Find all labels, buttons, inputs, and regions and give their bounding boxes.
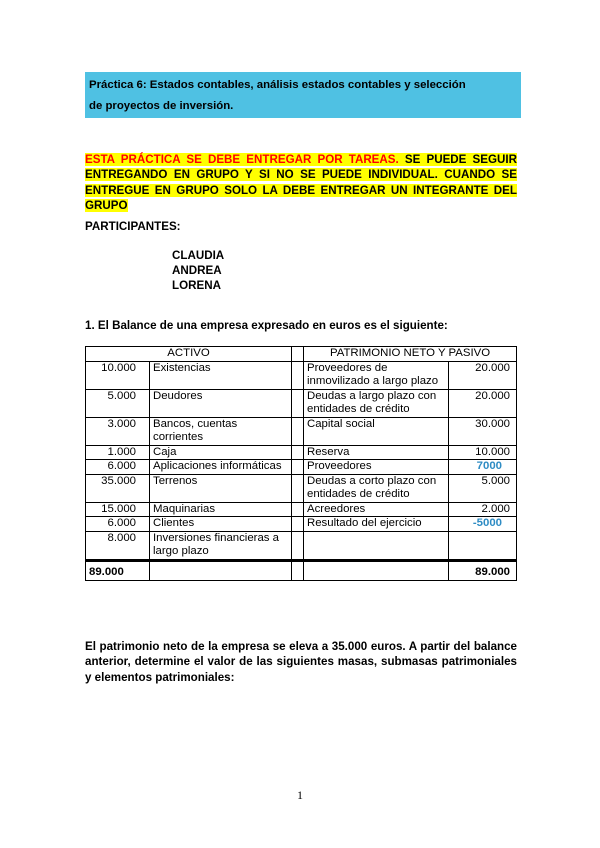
activo-label: Clientes [150, 517, 292, 532]
activo-value: 1.000 [86, 445, 150, 460]
pasivo-value: 2.000 [449, 502, 517, 517]
gap-cell [292, 517, 304, 532]
pasivo-label: Resultado del ejercicio [304, 517, 449, 532]
table-row [86, 460, 517, 475]
table-row [86, 474, 517, 502]
gap-cell [292, 474, 304, 502]
activo-label: Bancos, cuentas corrientes [150, 417, 292, 445]
table-row [86, 531, 517, 560]
table-row [86, 502, 517, 517]
balance-total-row [86, 560, 517, 580]
pasivo-value [449, 517, 517, 532]
participant-name: LORENA [172, 278, 221, 292]
activo-value: 3.000 [86, 417, 150, 445]
proveedores-value-highlight: 7000 [476, 460, 503, 472]
gap-cell [292, 560, 304, 580]
pasivo-value: 5.000 [449, 474, 517, 502]
activo-label: Maquinarias [150, 502, 292, 517]
participants-label: PARTICIPANTES: [85, 220, 181, 233]
activo-value: 10.000 [86, 361, 150, 389]
table-row [86, 445, 517, 460]
table-row [86, 417, 517, 445]
total-activo: 89.000 [86, 560, 150, 580]
balance-header-row [86, 347, 517, 362]
activo-label: Terrenos [150, 474, 292, 502]
pasivo-header: PATRIMONIO NETO Y PASIVO [304, 347, 517, 362]
pasivo-label: Reserva [304, 445, 449, 460]
pasivo-label: Deudas a largo plazo con entidades de crédito [304, 389, 449, 417]
activo-label: Inversiones financieras a largo plazo [150, 531, 292, 560]
activo-label: Aplicaciones informáticas [150, 460, 292, 475]
activo-value: 5.000 [86, 389, 150, 417]
gap-cell [292, 389, 304, 417]
gap-cell [292, 347, 304, 362]
empty-cell [150, 560, 292, 580]
pasivo-value: 30.000 [449, 417, 517, 445]
gap-cell [292, 417, 304, 445]
participants-list [172, 249, 224, 293]
pasivo-value [449, 531, 517, 560]
activo-label: Existencias [150, 361, 292, 389]
balance-table [85, 346, 517, 581]
practice-title-box [85, 72, 521, 118]
table-row [86, 361, 517, 389]
empty-cell [304, 560, 449, 580]
activo-label: Caja [150, 445, 292, 460]
question-1: 1. El Balance de una empresa expresado en euros es el siguiente: [85, 319, 448, 332]
gap-cell [292, 531, 304, 560]
pasivo-value: 20.000 [449, 361, 517, 389]
notice-text: SE PUEDE SEGUIR ENTREGANDO EN GRUPO Y SI NO SE PUEDE INDIVIDUAL. CUANDO SE ENTREGUE EN GRUPO SOLO LA DEBE ENTREGAR UN INTEGRANTE DEL GRUPO [85, 153, 517, 212]
total-pasivo: 89.000 [449, 560, 517, 580]
activo-label: Deudores [150, 389, 292, 417]
gap-cell [292, 361, 304, 389]
activo-value: 35.000 [86, 474, 150, 502]
table-row [86, 517, 517, 532]
pasivo-value: 10.000 [449, 445, 517, 460]
gap-cell [292, 502, 304, 517]
practice-title-line2: de proyectos de inversión. [89, 100, 234, 112]
participant-name: CLAUDIA [172, 249, 225, 262]
page-number: 1 [297, 788, 303, 802]
pasivo-label: Deudas a corto plazo con entidades de crédito [304, 474, 449, 502]
instructions-paragraph: El patrimonio neto de la empresa se eleva a 35.000 euros. A partir del balance anterior, determine el valor de las siguientes masas, submasas patrimoniales y elementos patrimoniales: [85, 640, 517, 684]
activo-value: 6.000 [86, 460, 150, 475]
table-row [86, 389, 517, 417]
gap-cell [292, 460, 304, 475]
activo-value: 6.000 [86, 517, 150, 532]
pasivo-value: 20.000 [449, 389, 517, 417]
pasivo-label: Acreedores [304, 502, 449, 517]
delivery-notice [85, 152, 517, 213]
practice-title-line1: Práctica 6: Estados contables, análisis estados contables y selección [89, 79, 466, 91]
pasivo-label: Capital social [304, 417, 449, 445]
pasivo-label: Proveedores de inmovilizado a largo plazo [304, 361, 449, 389]
notice-red-text: ESTA PRÁCTICA SE DEBE ENTREGAR POR TAREAS. [85, 153, 399, 166]
activo-header: ACTIVO [86, 347, 292, 362]
activo-value: 8.000 [86, 531, 150, 560]
participant-name: ANDREA [172, 263, 222, 277]
pasivo-label [304, 531, 449, 560]
gap-cell [292, 445, 304, 460]
pasivo-value [449, 460, 517, 475]
resultado-value-highlight: -5000 [472, 517, 503, 529]
activo-value: 15.000 [86, 502, 150, 517]
pasivo-label: Proveedores [304, 460, 449, 475]
